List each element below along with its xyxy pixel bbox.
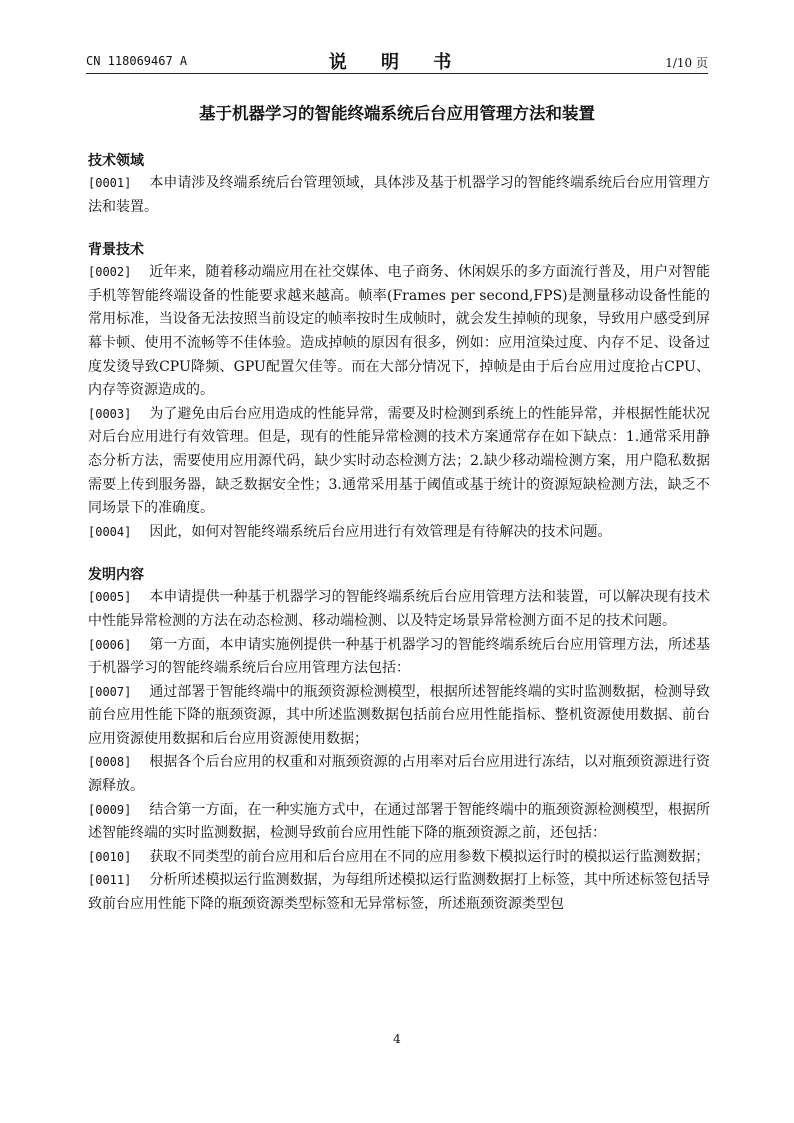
paragraph-number: [0007]: [88, 684, 132, 699]
page-header: [86, 48, 708, 72]
paragraph: [88, 261, 710, 403]
patent-number: CN 118069467 A: [86, 54, 188, 68]
paragraph-number: [0009]: [88, 802, 132, 817]
paragraph-text: 通过部署于智能终端中的瓶颈资源检测模型，根据所述智能终端的实时监测数据，检测导致前台应用性能下降的瓶颈资源，其中所述监测数据包括前台应用性能指标、整机资源使用数据、前台应用资源使用数据和后台应用资源使用数据；: [88, 683, 710, 747]
paragraph-number: [0003]: [88, 406, 132, 421]
paragraph-text: 本申请提供一种基于机器学习的智能终端系统后台应用管理方法和装置，可以解决现有技术中性能异常检测的方法在动态检测、移动端检测、以及特定场景异常检测方面不足的技术问题。: [88, 589, 710, 629]
paragraph-text: 为了避免由后台应用造成的性能异常，需要及时检测到系统上的性能异常，并根据性能状况对后台应用进行有效管理。但是，现有的性能异常检测的技术方案通常存在如下缺点：1.通常采用静态分析方法，需要使用应用源代码，缺少实时动态检测方法；2.缺少移动端检测方案，用户隐私数据需要上传到服务器，缺乏数据安全性；3.通常采用基于阈值或基于统计的资源短缺检测方法，缺乏不同场景下的准确度。: [88, 405, 710, 517]
paragraph-text: 第一方面，本申请实施例提供一种基于机器学习的智能终端系统后台应用管理方法，所述基于机器学习的智能终端系统后台应用管理方法包括：: [88, 636, 710, 677]
paragraph-text: 结合第一方面，在一种实施方式中，在通过部署于智能终端中的瓶颈资源检测模型，根据所述智能终端的实时监测数据，检测导致前台应用性能下降的瓶颈资源之前，还包括：: [88, 801, 710, 842]
paragraph: [88, 681, 710, 752]
paragraph-text: 本申请涉及终端系统后台管理领域，具体涉及基于机器学习的智能终端系统后台应用管理方法和装置。: [88, 175, 710, 215]
paragraph-number: [0002]: [88, 265, 132, 280]
paragraph-number: [0001]: [88, 176, 132, 190]
paragraph-text: 获取不同类型的前台应用和后台应用在不同的应用参数下模拟运行时的模拟运行监测数据；: [149, 848, 710, 865]
page-of-total: 1/10 页: [665, 56, 708, 70]
paragraph: [88, 846, 710, 870]
paragraph: [88, 634, 710, 681]
section-heading: 发明内容: [88, 567, 144, 584]
page-number: 4: [393, 1032, 401, 1046]
paragraph: [88, 586, 710, 633]
paragraph: [88, 799, 710, 846]
paragraph: [88, 751, 710, 798]
paragraph-text: 分析所述模拟运行监测数据，为每组所述模拟运行监测数据打上标签，其中所述标签包括导致前台应用性能下降的瓶颈资源类型标签和无异常标签，所述瓶颈资源类型包: [88, 872, 710, 913]
paragraph: [88, 403, 710, 521]
paragraph-number: [0006]: [88, 637, 132, 652]
paragraph-number: [0005]: [88, 590, 132, 605]
paragraph-text: 根据各个后台应用的权重和对瓶颈资源的占用率对后台应用进行冻结，以对瓶颈资源进行资源释放。: [88, 754, 710, 795]
header-rule: [86, 73, 708, 74]
paragraph: [88, 521, 710, 545]
paragraph-number: [0011]: [88, 873, 132, 888]
paragraph-number: [0004]: [88, 524, 132, 539]
paragraph-text: 近年来，随着移动端应用在社交媒体、电子商务、休闲娱乐的多方面流行普及，用户对智能手机等智能终端设备的性能要求越来越高。帧率(Frames per second,FPS)是测量移动设备性能的常用标准，当设备无法按照当前设定的帧率按时生成帧时，就会发生掉帧的现象，导致用户感受到屏幕卡顿、使用不流畅等不佳体验。造成掉帧的原因有很多，例如：应用渲染过度、内存不足、设备过度发烫导致CPU降频、GPU配置欠佳等。而在大部分情况下，掉帧是由于后台应用过度抢占CPU、内存等资源造成的。: [88, 264, 710, 399]
paragraph-text: 因此，如何对智能终端系统后台应用进行有效管理是有待解决的技术问题。: [149, 523, 612, 540]
section-summary: [88, 564, 710, 916]
paragraph-number: [0010]: [88, 849, 132, 864]
section-heading: 背景技术: [88, 242, 144, 259]
document-body: [88, 150, 710, 917]
paragraph: [88, 172, 710, 219]
section-technical-field: [88, 150, 710, 219]
paragraph-number: [0008]: [88, 755, 132, 770]
section-background: [88, 239, 710, 544]
document-type: 说 明 书: [328, 52, 466, 73]
paragraph: [88, 869, 710, 916]
document-title: 基于机器学习的智能终端系统后台应用管理方法和装置: [199, 104, 595, 123]
section-heading: 技术领域: [88, 153, 144, 169]
